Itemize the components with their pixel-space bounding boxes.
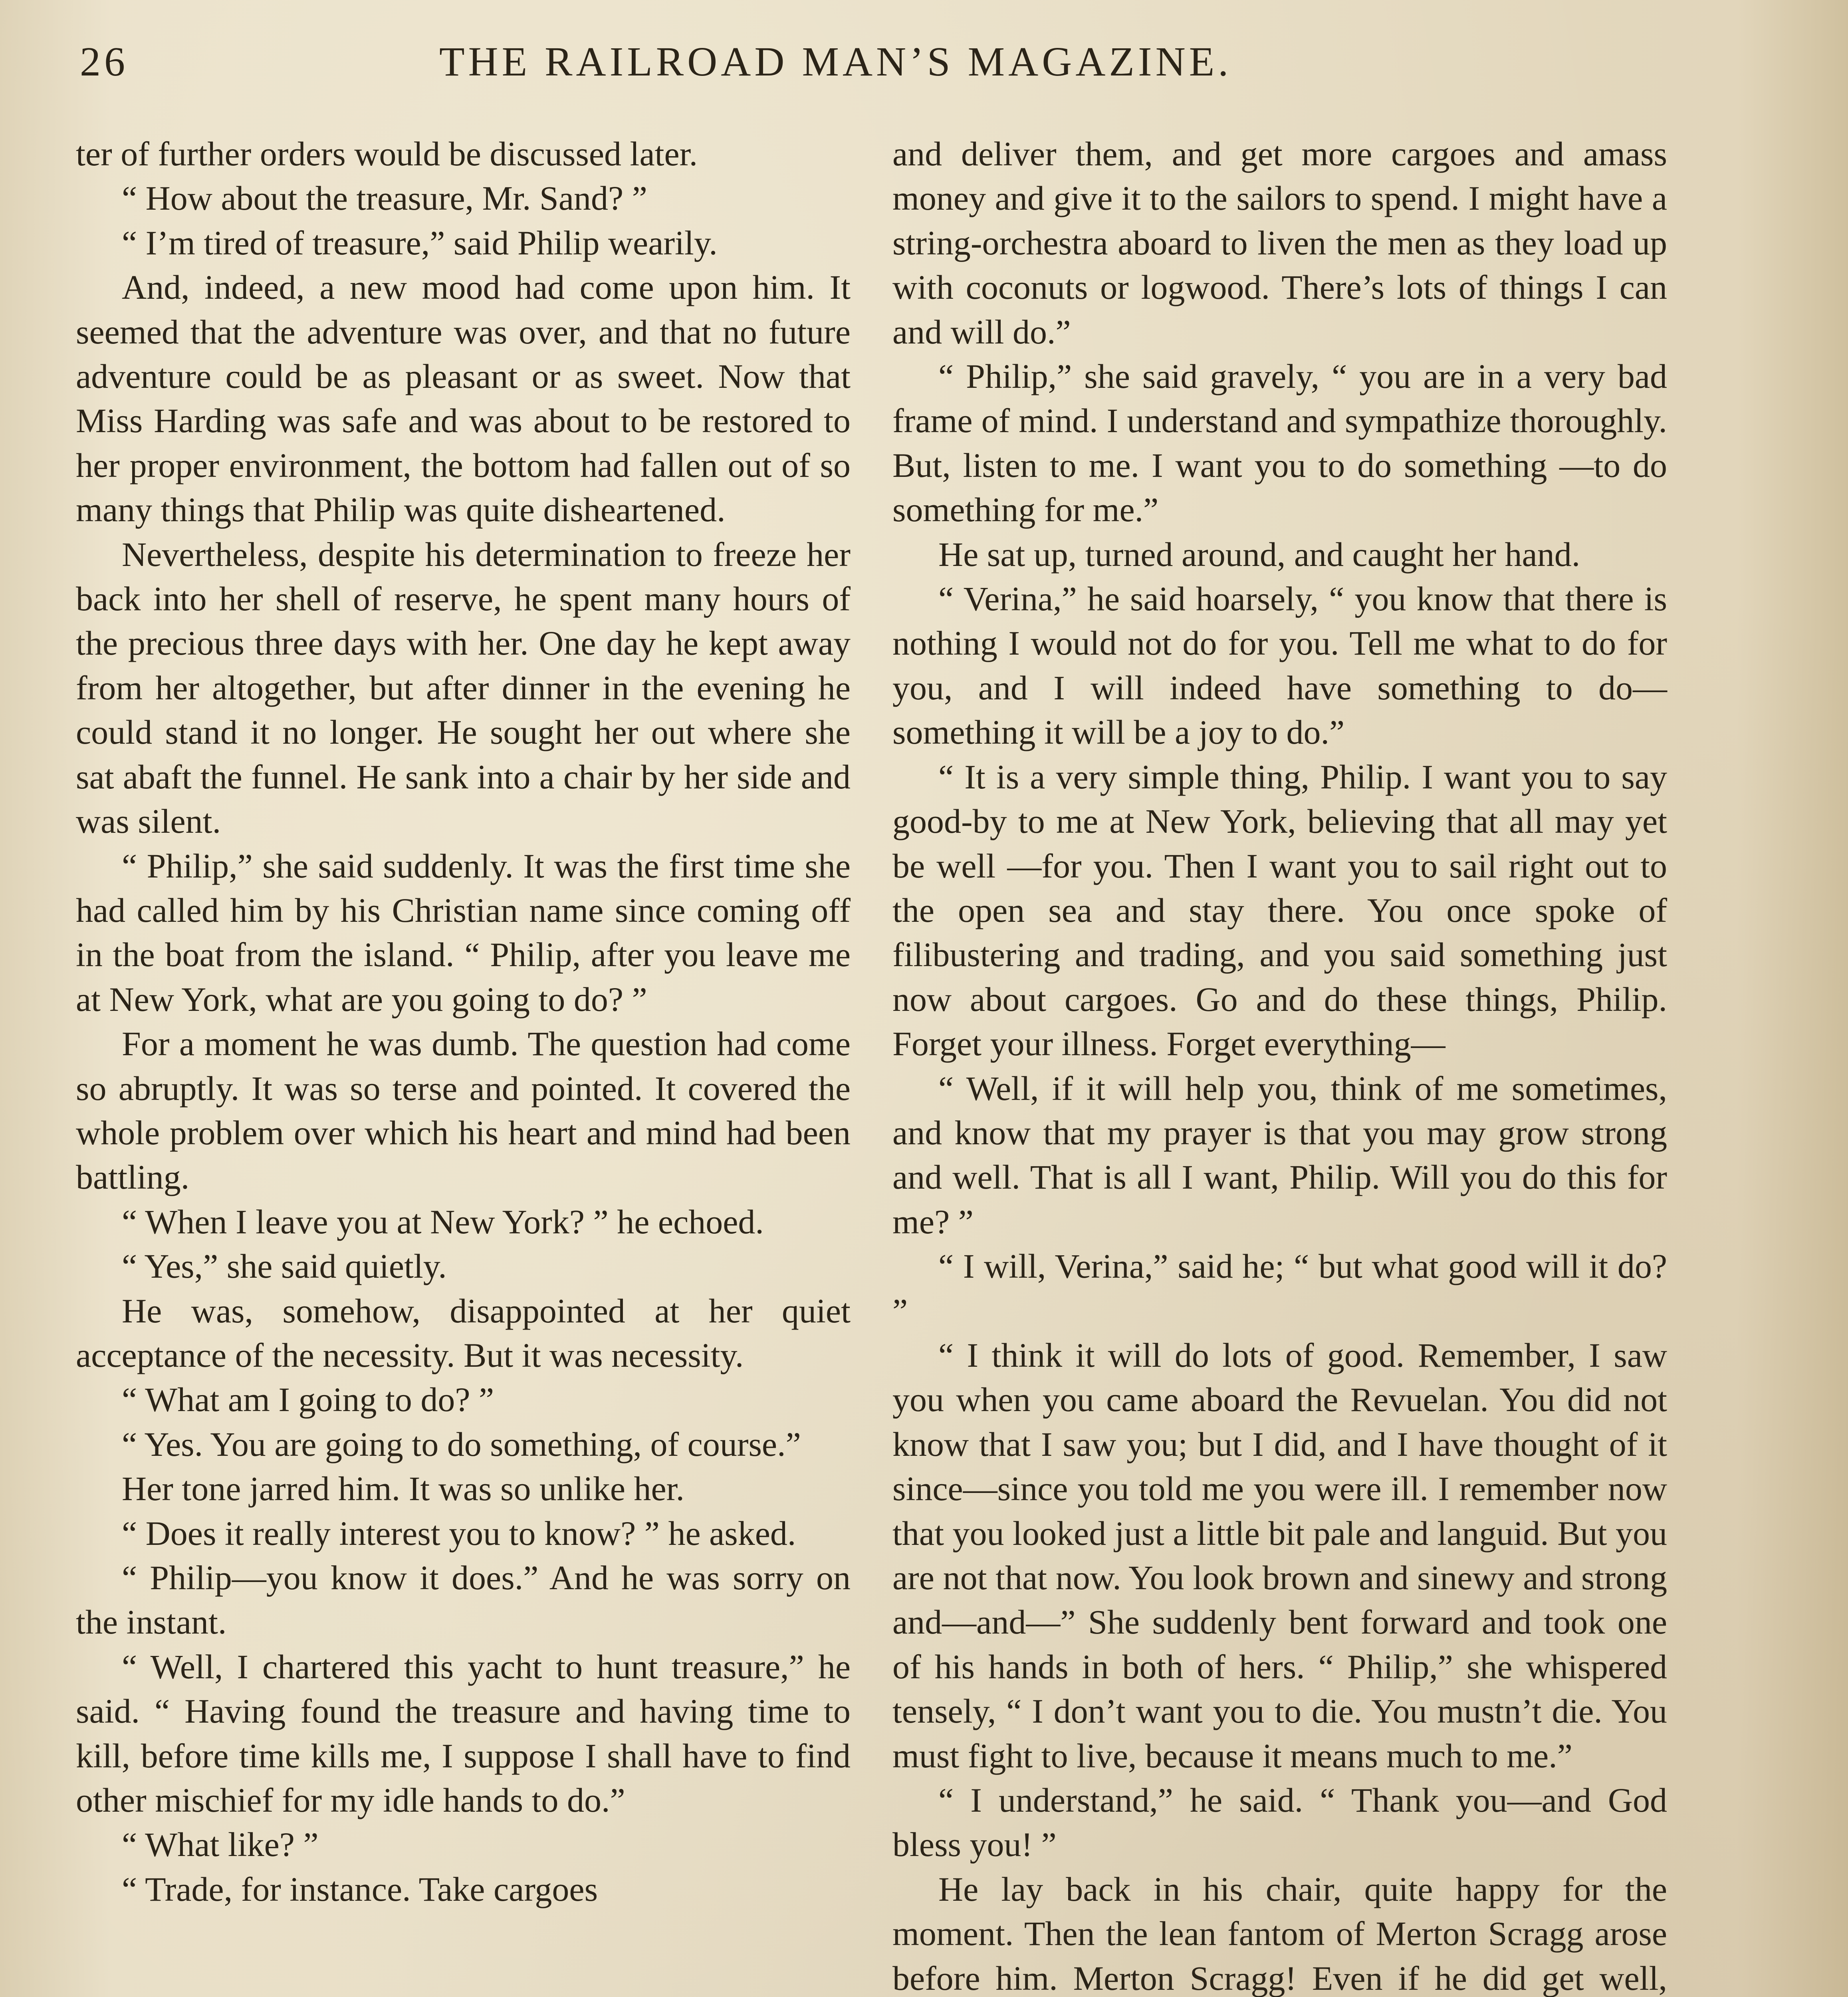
paragraph: “ I will, Verina,” said he; “ but what good will it do? ” bbox=[892, 1247, 1667, 1330]
paragraph: He was, somehow, disappointed at her quiet acceptance of the necessity. But it was necessity. bbox=[76, 1291, 851, 1374]
paragraph: “ Philip—you know it does.” And he was sorry on the instant. bbox=[76, 1558, 851, 1642]
paragraph: “ Yes,” she said quietly. bbox=[122, 1247, 447, 1286]
paragraph: “ What am I going to do? ” bbox=[122, 1380, 494, 1419]
paragraph: “ Philip,” she said gravely, “ you are in a very bad frame of mind. I understand and sympathize thoroughly. But, listen to me. I want you to do something —to do something for me.” bbox=[892, 357, 1667, 529]
paragraph: “ Does it really interest you to know? ” he asked. bbox=[122, 1514, 796, 1552]
paragraph: He sat up, turned around, and caught her hand. bbox=[938, 535, 1580, 574]
paragraph: “ Well, if it will help you, think of me sometimes, and know that my prayer is that you may grow strong and well. That is all I want, Philip. Will you do this for me? ” bbox=[892, 1069, 1667, 1241]
left-column bbox=[76, 132, 851, 1912]
paragraph: “ Yes. You are going to do something, of course.” bbox=[122, 1425, 801, 1463]
running-title: THE RAILROAD MAN’S MAGAZINE. bbox=[439, 39, 1232, 85]
paragraph: “ Trade, for instance. Take cargoes bbox=[122, 1870, 598, 1908]
paragraph: Her tone jarred him. It was so unlike her. bbox=[122, 1469, 685, 1508]
paragraph: “ How about the treasure, Mr. Sand? ” bbox=[122, 179, 647, 218]
paragraph: Nevertheless, despite his determination to freeze her back into her shell of reserve, he spent many hours of the precious three days with her. One day he kept away from her altogether, but after dinner in the evening he could stand it no longer. He sought her out where she sat abaft the funnel. He sank into a chair by her side and was silent. bbox=[76, 535, 851, 841]
paragraph: “ Well, I chartered this yacht to hunt treasure,” he said. “ Having found the treasure and having time to kill, before time kills me, I suppose I shall have to find other mischief for my idle hands to do.” bbox=[76, 1647, 851, 1820]
paragraph: And, indeed, a new mood had come upon him. It seemed that the adventure was over, and that no future adventure could be as pleasant or as sweet. Now that Miss Harding was safe and was about to be restored to her proper environment, the bottom had fallen out of so many things that Philip was quite disheartened. bbox=[76, 268, 851, 529]
paragraph: He lay back in his chair, quite happy for the moment. Then the lean fantom of Merton Scragg arose before him. Merton Scragg! Even if he did get well, bbox=[892, 1870, 1667, 1997]
paragraph: “ I think it will do lots of good. Remember, I saw you when you came aboard the Revuelan. You did not know that I saw you; but I did, and I have thought of it since—since you told me you were ill. I remember now that you looked just a little bit pale and languid. But you are not that now. You look brown and sinewy and strong and—and—” She suddenly bent forward and took one of his hands in both of hers. “ Philip,” she whispered tensely, “ I don’t want you to die. You mustn’t die. You must fight to live, because it means much to me.” bbox=[892, 1336, 1667, 1775]
paragraph: “ I’m tired of treasure,” said Philip wearily. bbox=[122, 223, 718, 262]
paragraph: For a moment he was dumb. The question had come so abruptly. It was so terse and pointed. It covered the whole problem over which his heart and mind had been battling. bbox=[76, 1024, 851, 1197]
paragraph: “ What like? ” bbox=[122, 1825, 319, 1864]
paragraph: “ It is a very simple thing, Philip. I want you to say good-by to me at New York, believing that all may yet be well —for you. Then I want you to sail right out to the open sea and stay there. You once spoke of filibustering and trading, and you said something just now about cargoes. Go and do these things, Philip. Forget your illness. Forget everything— bbox=[892, 757, 1667, 1063]
page-header bbox=[80, 38, 1725, 98]
paragraph: and deliver them, and get more cargoes and amass money and give it to the sailors to spend. I might have a string-orchestra aboard to liven the men as they load up with coconuts or logwood. There’s lots of things I can and will do.” bbox=[892, 135, 1667, 351]
paragraph: “ When I leave you at New York? ” he echoed. bbox=[122, 1202, 764, 1241]
page-number: 26 bbox=[80, 39, 129, 85]
right-column bbox=[892, 132, 1667, 1997]
paragraph: ter of further orders would be discussed later. bbox=[76, 135, 698, 173]
paragraph: “ I understand,” he said. “ Thank you—and God bless you! ” bbox=[892, 1781, 1667, 1864]
paragraph: “ Verina,” he said hoarsely, “ you know that there is nothing I would not do for you. Tell me what to do for you, and I will indeed have something to do—something it will be a joy to do.” bbox=[892, 580, 1667, 752]
paragraph: “ Philip,” she said suddenly. It was the first time she had called him by his Christian name since coming off in the boat from the island. “ Philip, after you leave me at New York, what are you going to do? ” bbox=[76, 846, 851, 1018]
